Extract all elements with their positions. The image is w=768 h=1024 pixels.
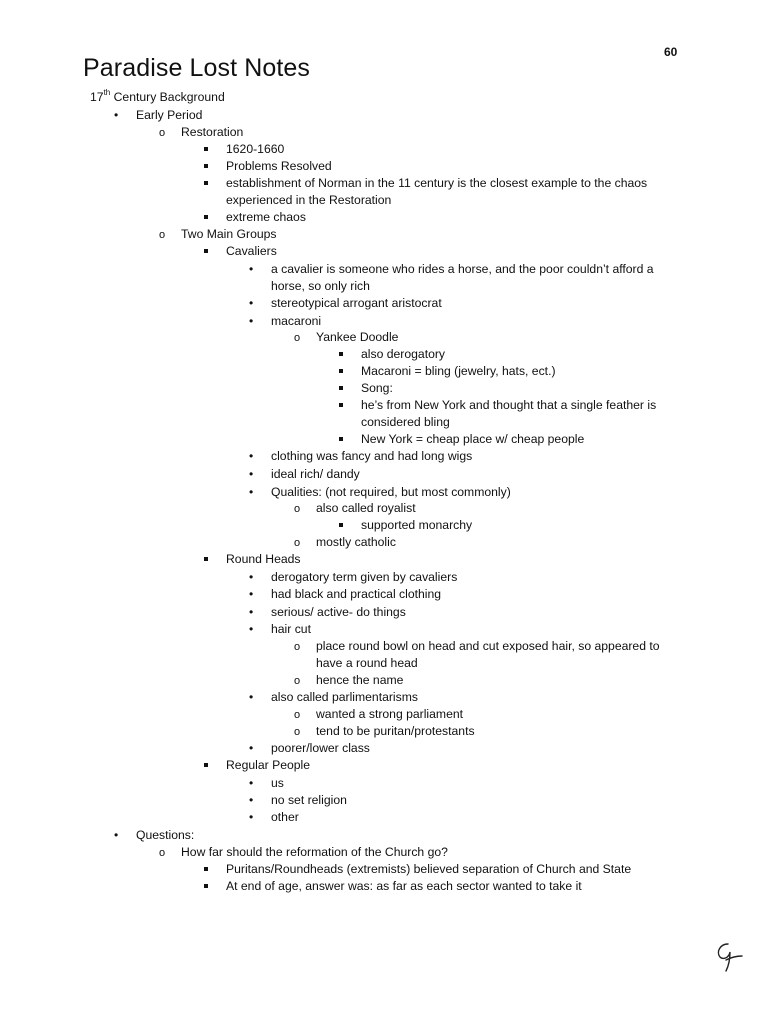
- bullet-dot: [249, 604, 253, 620]
- outline-item-cavaliers: Cavaliers: [226, 244, 277, 258]
- outline-item-bowl-line2: have a round head: [316, 656, 418, 670]
- outline-item-us: us: [271, 776, 284, 790]
- outline-item-reformation-question: How far should the reformation of the Church go?: [181, 845, 448, 859]
- bullet-circle: [159, 226, 165, 243]
- outline-item-yankee-doodle: Yankee Doodle: [316, 330, 399, 344]
- bullet-circle: [294, 534, 300, 551]
- bullet-circle: [294, 329, 300, 346]
- outline-item-years: 1620-1660: [226, 142, 285, 156]
- outline-item-clothing-fancy: clothing was fancy and had long wigs: [271, 449, 473, 463]
- outline-item-hair-cut: hair cut: [271, 622, 311, 636]
- outline-item-stereotypical: stereotypical arrogant aristocrat: [271, 296, 442, 310]
- bullet-dot: [249, 313, 253, 329]
- outline-item-hes-from-line2: considered bling: [361, 415, 450, 429]
- outline-item-new-york: New York = cheap place w/ cheap people: [361, 432, 585, 446]
- section-heading-superscript: th: [103, 87, 111, 97]
- bullet-square: [339, 363, 343, 379]
- section-heading: [90, 89, 225, 105]
- bullet-dot: [249, 295, 253, 311]
- outline-item-cavalier-def-line1: a cavalier is someone who rides a horse, and the poor couldn’t afford a: [271, 262, 654, 276]
- section-heading-text: Century Background: [110, 90, 225, 104]
- outline-item-strong-parliament: wanted a strong parliament: [316, 707, 464, 721]
- outline-item-cavalier-def-line2: horse, so only rich: [271, 279, 370, 293]
- outline-item-poorer: poorer/lower class: [271, 741, 370, 755]
- bullet-square: [339, 517, 343, 533]
- outline-item-extreme-chaos: extreme chaos: [226, 210, 306, 224]
- outline-item-end-of-age: At end of age, answer was: as far as each sector wanted to take it: [226, 879, 582, 893]
- bullet-dot: [249, 586, 253, 602]
- bullet-square: [204, 878, 208, 894]
- bullet-circle: [159, 844, 165, 861]
- bullet-dot: [249, 484, 253, 500]
- bullet-square: [204, 175, 208, 191]
- bullet-dot: [114, 107, 118, 123]
- outline-item-norman-line1: establishment of Norman in the 11 century is the closest example to the chaos: [226, 176, 648, 190]
- outline-item-royalist: also called royalist: [316, 501, 416, 515]
- bullet-dot: [249, 740, 253, 756]
- bullet-square: [204, 551, 208, 567]
- outline-item-no-religion: no set religion: [271, 793, 347, 807]
- bullet-square: [204, 209, 208, 225]
- handwritten-signature-icon: [712, 940, 744, 974]
- outline-item-serious: serious/ active- do things: [271, 605, 406, 619]
- page-number: 60: [664, 45, 678, 59]
- bullet-dot: [249, 466, 253, 482]
- outline-item-round-heads: Round Heads: [226, 552, 301, 566]
- outline-item-questions: Questions:: [136, 828, 195, 842]
- outline-item-parliamentarisms: also called parlimentarisms: [271, 690, 418, 704]
- bullet-circle: [294, 672, 300, 689]
- outline-item-monarchy: supported monarchy: [361, 518, 473, 532]
- outline-item-problems-resolved: Problems Resolved: [226, 159, 332, 173]
- bullet-square: [339, 397, 343, 413]
- outline-item-bowl-line1: place round bowl on head and cut exposed hair, so appeared to: [316, 639, 660, 653]
- bullet-square: [204, 861, 208, 877]
- outline-item-also-derogatory: also derogatory: [361, 347, 446, 361]
- outline-item-norman-line2: experienced in the Restoration: [226, 193, 392, 207]
- bullet-square: [204, 141, 208, 157]
- bullet-dot: [249, 689, 253, 705]
- bullet-dot: [249, 261, 253, 277]
- outline-item-regular-people: Regular People: [226, 758, 311, 772]
- bullet-circle: [294, 500, 300, 517]
- bullet-circle: [294, 706, 300, 723]
- bullet-dot: [249, 775, 253, 791]
- outline-item-song: Song:: [361, 381, 393, 395]
- outline-item-catholic: mostly catholic: [316, 535, 396, 549]
- bullet-dot: [249, 792, 253, 808]
- outline-item-derogatory-term: derogatory term given by cavaliers: [271, 570, 458, 584]
- bullet-circle: [159, 124, 165, 141]
- outline-item-macaroni-bling: Macaroni = bling (jewelry, hats, ect.): [361, 364, 556, 378]
- bullet-circle: [294, 723, 300, 740]
- bullet-dot: [249, 621, 253, 637]
- outline-item-ideal-rich: ideal rich/ dandy: [271, 467, 360, 481]
- outline-item-hes-from-line1: he’s from New York and thought that a single feather is: [361, 398, 657, 412]
- bullet-dot: [249, 569, 253, 585]
- section-heading-number: 17: [90, 90, 104, 104]
- outline-item-restoration: Restoration: [181, 125, 244, 139]
- bullet-dot: [249, 448, 253, 464]
- outline-item-puritans-belief: Puritans/Roundheads (extremists) believed separation of Church and State: [226, 862, 632, 876]
- bullet-circle: [294, 638, 300, 655]
- bullet-dot: [114, 827, 118, 843]
- page-title: Paradise Lost Notes: [83, 54, 311, 82]
- bullet-square: [204, 243, 208, 259]
- outline-item-macaroni: macaroni: [271, 314, 322, 328]
- bullet-square: [339, 431, 343, 447]
- bullet-dot: [249, 809, 253, 825]
- outline-item-two-main-groups: Two Main Groups: [181, 227, 277, 241]
- outline-item-qualities: Qualities: (not required, but most commonly): [271, 485, 511, 499]
- outline-item-puritan: tend to be puritan/protestants: [316, 724, 475, 738]
- bullet-square: [339, 380, 343, 396]
- outline-item-black-clothing: had black and practical clothing: [271, 587, 442, 601]
- outline-item-early-period: Early Period: [136, 108, 203, 122]
- bullet-square: [339, 346, 343, 362]
- outline-item-other: other: [271, 810, 299, 824]
- bullet-square: [204, 757, 208, 773]
- bullet-square: [204, 158, 208, 174]
- outline-item-hence-name: hence the name: [316, 673, 404, 687]
